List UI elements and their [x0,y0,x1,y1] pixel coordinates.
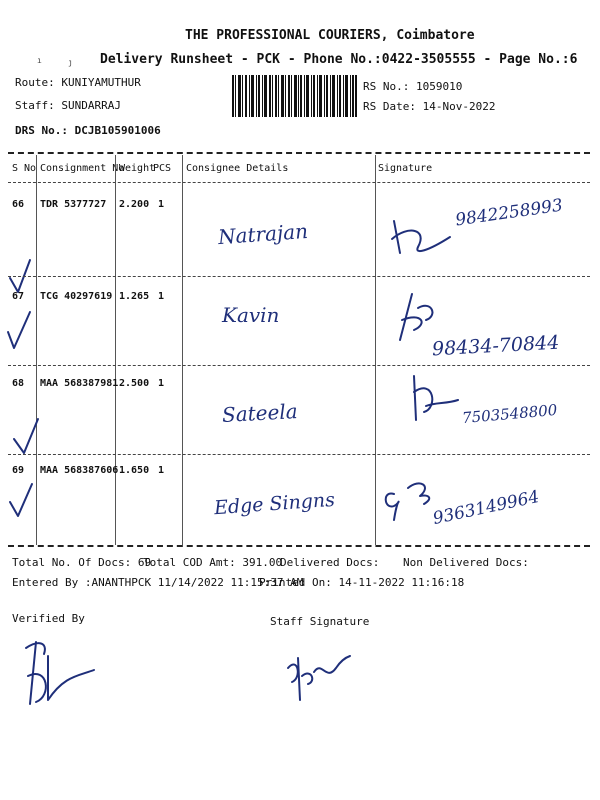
entered-by: Entered By :ANANTHPCK 11/14/2022 11:15:37 AM [12,576,304,589]
row-rule [8,276,590,277]
col-header-pcs: PCS [153,163,172,174]
printed-on: Printed On: 14-11-2022 11:16:18 [259,576,465,589]
consignee-handwriting: Edge Singns [213,488,336,520]
consignee-handwriting: Natrajan [217,218,309,250]
verified-by-label: Verified By [12,612,85,625]
total-docs: Total No. Of Docs: 69 [12,556,152,569]
col-header-signature: Signature [378,163,433,174]
signature-phone-handwriting: 9842258993 [454,195,565,231]
total-cod: Total COD Amt: 391.00 [143,556,283,569]
row-pcs: 1 [158,291,165,302]
delivered-docs: Delivered Docs: [280,556,380,569]
row-weight: 2.200 [119,199,150,210]
col-header-weight: Weight [119,163,156,174]
barcode [232,75,357,117]
consignee-handwriting: Sateela [221,399,299,427]
column-divider [182,155,183,545]
row-pcs: 1 [158,199,165,210]
rs-date: RS Date: 14-Nov-2022 [363,100,496,113]
staff-label: Staff: SUNDARRAJ [15,99,121,112]
staff-signature [278,638,358,708]
row-weight: 1.650 [119,465,150,476]
row-rule [8,365,590,366]
non-delivered-docs: Non Delivered Docs: [403,556,529,569]
row-sno: 67 [12,291,25,302]
drs-number: DRS No.: DCJB105901006 [15,124,161,137]
row-sno: 69 [12,465,25,476]
signature-scribble [380,470,440,530]
row-consignment: MAA 568387981 [40,378,119,389]
rs-number: RS No.: 1059010 [363,80,463,93]
row-sno: 66 [12,199,25,210]
col-header-sno: S No [12,163,37,174]
column-divider [115,155,116,545]
row-consignment: TCG 40297619 [40,291,113,302]
signature-scribble [404,372,464,427]
table-bottom-rule [8,545,590,547]
signature-phone-handwriting: 9363149964 [431,486,542,530]
col-header-consignee: Consignee Details [186,163,289,174]
signature-phone-handwriting: 98434-70844 [431,331,560,361]
runsheet-subtitle: Delivery Runsheet - PCK - Phone No.:0422-3505555 - Page No.:6 [100,52,578,67]
verifier-signature [18,636,108,716]
consignee-handwriting: Kavin [222,303,280,327]
row-weight: 1.265 [119,291,150,302]
row-weight: 2.500 [119,378,150,389]
col-header-consignment: Consignment No [40,163,125,174]
checkmark-icon [6,310,36,352]
row-pcs: 1 [158,465,165,476]
company-title: THE PROFESSIONAL COURIERS, Coimbatore [185,28,475,43]
row-consignment: TDR 5377727 [40,199,107,210]
stray-mark: ȷ [68,58,73,67]
signature-phone-handwriting: 7503548800 [461,400,559,428]
table-top-rule [8,152,590,154]
stray-mark: ı [37,56,42,65]
row-rule [8,454,590,455]
staff-signature-label: Staff Signature [270,615,370,628]
checkmark-icon [12,415,42,455]
checkmark-icon [8,482,38,522]
route-label: Route: KUNIYAMUTHUR [15,76,141,89]
column-divider [375,155,376,545]
signature-scribble [392,290,442,350]
signature-scribble [388,215,458,260]
row-consignment: MAA 568387606 [40,465,119,476]
row-pcs: 1 [158,378,165,389]
header-bottom-rule [8,182,590,183]
row-sno: 68 [12,378,25,389]
